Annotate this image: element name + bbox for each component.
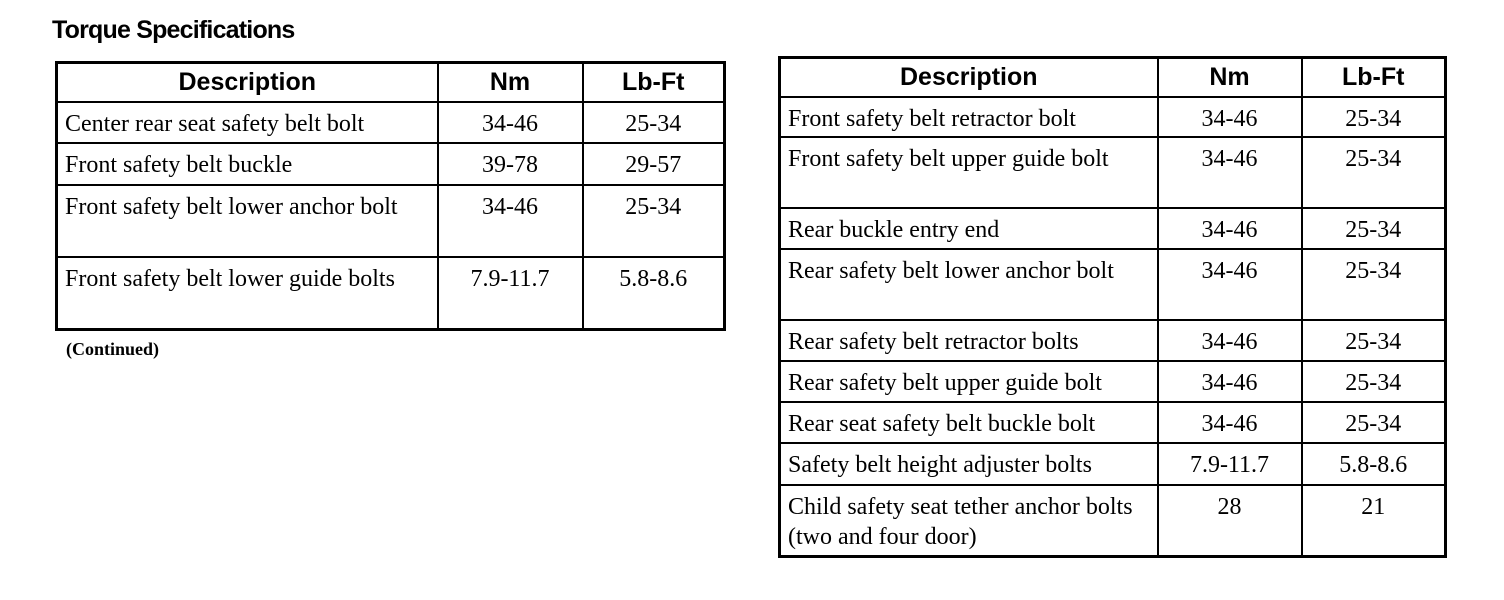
row-lbft-value: 25-34 <box>1302 361 1446 402</box>
row-description: Front safety belt lower anchor bolt <box>57 185 438 257</box>
table-row <box>780 361 1446 402</box>
table-row <box>57 185 725 257</box>
row-description: Front safety belt lower guide bolts <box>57 257 438 329</box>
table-row <box>780 320 1446 361</box>
table-header-row <box>57 63 725 103</box>
row-nm-value: 34-46 <box>1158 249 1302 320</box>
row-nm-value: 7.9-11.7 <box>438 257 583 329</box>
row-nm-value: 34-46 <box>1158 208 1302 249</box>
table-row <box>780 249 1446 320</box>
table-row <box>780 402 1446 443</box>
torque-table-left <box>55 61 726 331</box>
row-nm-value: 34-46 <box>1158 97 1302 137</box>
row-description: Child safety seat tether anchor bolts (two and four door) <box>780 485 1158 556</box>
row-lbft-value: 25-34 <box>1302 208 1446 249</box>
column-header-description: Description <box>780 58 1158 98</box>
row-description: Rear safety belt lower anchor bolt <box>780 249 1158 320</box>
column-header-lbft: Lb-Ft <box>1302 58 1446 98</box>
table-row <box>57 102 725 143</box>
table-header-row <box>780 58 1446 98</box>
row-nm-value: 34-46 <box>438 185 583 257</box>
row-lbft-value: 25-34 <box>583 102 725 143</box>
row-lbft-value: 25-34 <box>583 185 725 257</box>
row-description: Front safety belt retractor bolt <box>780 97 1158 137</box>
row-nm-value: 28 <box>1158 485 1302 556</box>
table-row <box>780 443 1446 485</box>
row-description: Rear safety belt upper guide bolt <box>780 361 1158 402</box>
row-lbft-value: 21 <box>1302 485 1446 556</box>
torque-table-right <box>778 56 1447 558</box>
table-row <box>57 143 725 185</box>
row-nm-value: 34-46 <box>1158 137 1302 208</box>
column-header-nm: Nm <box>1158 58 1302 98</box>
column-header-lbft: Lb-Ft <box>583 63 725 103</box>
continued-note: (Continued) <box>66 339 160 359</box>
row-description: Rear seat safety belt buckle bolt <box>780 402 1158 443</box>
row-lbft-value: 25-34 <box>1302 402 1446 443</box>
table-row <box>780 208 1446 249</box>
page-title: Torque Specifications <box>52 16 295 44</box>
row-description: Center rear seat safety belt bolt <box>57 102 438 143</box>
row-lbft-value: 29-57 <box>583 143 725 185</box>
row-lbft-value: 5.8-8.6 <box>583 257 725 329</box>
row-nm-value: 34-46 <box>438 102 583 143</box>
row-nm-value: 39-78 <box>438 143 583 185</box>
row-description: Safety belt height adjuster bolts <box>780 443 1158 485</box>
table-row <box>57 257 725 329</box>
column-header-nm: Nm <box>438 63 583 103</box>
row-lbft-value: 25-34 <box>1302 137 1446 208</box>
table-row <box>780 97 1446 137</box>
row-nm-value: 7.9-11.7 <box>1158 443 1302 485</box>
row-lbft-value: 25-34 <box>1302 97 1446 137</box>
row-lbft-value: 25-34 <box>1302 320 1446 361</box>
row-description: Rear safety belt retractor bolts <box>780 320 1158 361</box>
column-header-description: Description <box>57 63 438 103</box>
table-row <box>780 137 1446 208</box>
row-description: Front safety belt upper guide bolt <box>780 137 1158 208</box>
row-lbft-value: 5.8-8.6 <box>1302 443 1446 485</box>
row-nm-value: 34-46 <box>1158 320 1302 361</box>
row-description: Rear buckle entry end <box>780 208 1158 249</box>
row-nm-value: 34-46 <box>1158 361 1302 402</box>
row-nm-value: 34-46 <box>1158 402 1302 443</box>
table-row <box>780 485 1446 556</box>
row-description: Front safety belt buckle <box>57 143 438 185</box>
row-lbft-value: 25-34 <box>1302 249 1446 320</box>
